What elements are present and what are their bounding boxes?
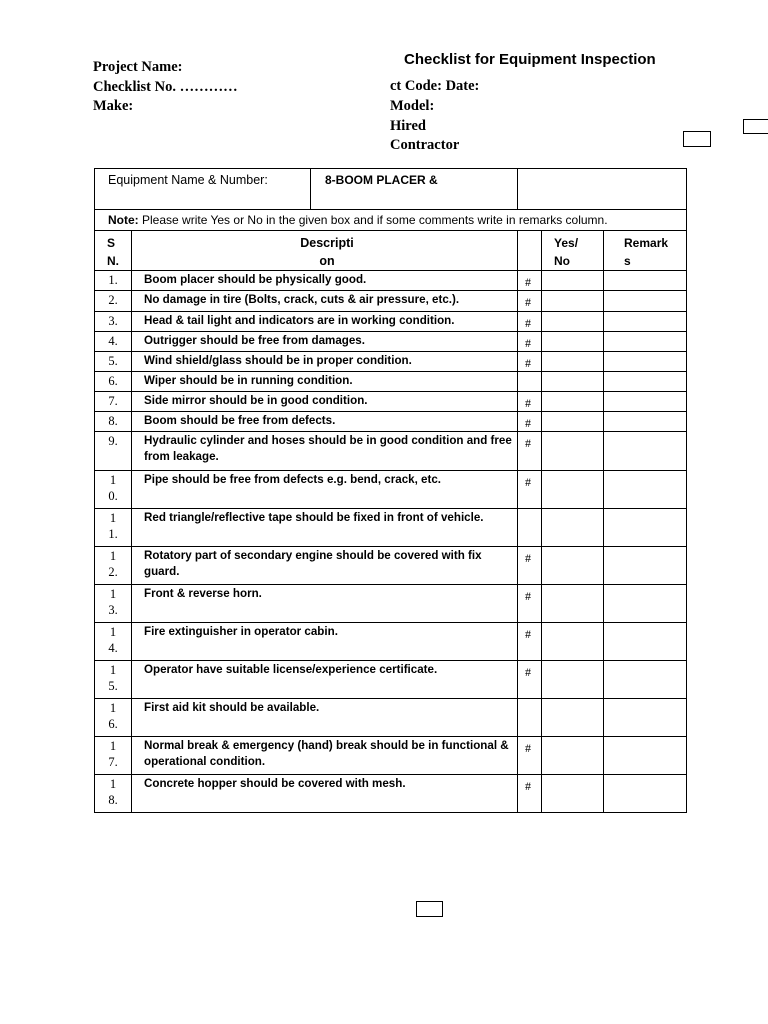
table-row [95, 271, 687, 291]
row-sn: 1 5. [95, 661, 132, 699]
row-remarks-cell[interactable] [604, 392, 687, 412]
table-row [95, 352, 687, 372]
row-mark: # [518, 312, 542, 332]
row-mark: # [518, 271, 542, 291]
row-sn: 1 6. [95, 699, 132, 737]
row-remarks-cell[interactable] [604, 547, 687, 585]
row-mark: # [518, 585, 542, 623]
row-remarks-cell[interactable] [604, 509, 687, 547]
footer-input-box[interactable] [416, 901, 443, 917]
table-row [95, 737, 687, 775]
row-yes-no-cell[interactable] [542, 412, 604, 432]
col-yes-no-header: Yes/ No [542, 231, 604, 271]
row-remarks-cell[interactable] [604, 271, 687, 291]
make-label: Make: [93, 98, 134, 114]
row-description: Normal break & emergency (hand) break should be in functional & operational condition. [132, 737, 518, 775]
row-remarks-cell[interactable] [604, 661, 687, 699]
row-sn: 5. [95, 352, 132, 372]
row-remarks-cell[interactable] [604, 585, 687, 623]
row-sn: 1 0. [95, 471, 132, 509]
row-remarks-cell[interactable] [604, 312, 687, 332]
row-yes-no-cell[interactable] [542, 509, 604, 547]
row-yes-no-cell[interactable] [542, 623, 604, 661]
row-description: Outrigger should be free from damages. [132, 332, 518, 352]
row-remarks-cell[interactable] [604, 471, 687, 509]
col-desc-header: Descripti on [132, 231, 518, 271]
row-mark: # [518, 775, 542, 813]
row-yes-no-cell[interactable] [542, 661, 604, 699]
row-description: Head & tail light and indicators are in working condition. [132, 312, 518, 332]
table-row [95, 432, 687, 471]
table-row [95, 661, 687, 699]
table-row [95, 623, 687, 661]
row-yes-no-cell[interactable] [542, 332, 604, 352]
row-mark: # [518, 661, 542, 699]
row-description: Rotatory part of secondary engine should be covered with fix guard. [132, 547, 518, 585]
row-remarks-cell[interactable] [604, 623, 687, 661]
hired-label: Hired [390, 117, 426, 134]
row-description: Wind shield/glass should be in proper condition. [132, 352, 518, 372]
row-mark [518, 699, 542, 737]
row-yes-no-cell[interactable] [542, 372, 604, 392]
row-description: Boom placer should be physically good. [132, 271, 518, 291]
row-description: Red triangle/reflective tape should be fixed in front of vehicle. [132, 509, 518, 547]
row-mark: # [518, 432, 542, 471]
row-sn: 1 2. [95, 547, 132, 585]
row-sn: 1 8. [95, 775, 132, 813]
row-yes-no-cell[interactable] [542, 699, 604, 737]
table-row [95, 699, 687, 737]
row-yes-no-cell[interactable] [542, 291, 604, 312]
row-sn: 9. [95, 432, 132, 471]
row-mark: # [518, 412, 542, 432]
row-mark: # [518, 623, 542, 661]
table-row [95, 372, 687, 392]
note-row [95, 210, 687, 231]
table-row [95, 312, 687, 332]
equipment-label: Equipment Name & Number: [95, 169, 311, 209]
row-sn: 1 7. [95, 737, 132, 775]
row-mark [518, 372, 542, 392]
equipment-extra-cell [518, 169, 687, 210]
checklist-no-label: Checklist No. ………… [93, 78, 238, 95]
row-remarks-cell[interactable] [604, 432, 687, 471]
header-right [390, 77, 479, 156]
row-description: Hydraulic cylinder and hoses should be in good condition and free from leakage. [132, 432, 518, 471]
row-yes-no-cell[interactable] [542, 432, 604, 471]
row-yes-no-cell[interactable] [542, 271, 604, 291]
equipment-value: 8-BOOM PLACER & [325, 173, 438, 187]
column-header-row [95, 231, 687, 271]
row-mark: # [518, 471, 542, 509]
col-sn-header: S N. [95, 231, 132, 271]
header-input-box[interactable] [683, 131, 711, 147]
table-row [95, 471, 687, 509]
row-description: Operator have suitable license/experience certificate. [132, 661, 518, 699]
row-mark: # [518, 352, 542, 372]
row-sn: 8. [95, 412, 132, 432]
table-row [95, 775, 687, 813]
row-yes-no-cell[interactable] [542, 312, 604, 332]
row-mark: # [518, 332, 542, 352]
contractor-label: Contractor [390, 137, 460, 154]
row-yes-no-cell[interactable] [542, 547, 604, 585]
row-yes-no-cell[interactable] [542, 775, 604, 813]
table-row [95, 291, 687, 312]
row-sn: 3. [95, 312, 132, 332]
table-row [95, 585, 687, 623]
row-mark [518, 509, 542, 547]
row-sn: 4. [95, 332, 132, 352]
row-description: Boom should be free from defects. [132, 412, 518, 432]
row-remarks-cell[interactable] [604, 372, 687, 392]
row-mark: # [518, 547, 542, 585]
header-left [93, 58, 238, 117]
row-yes-no-cell[interactable] [542, 471, 604, 509]
note-label: Note: [108, 213, 139, 227]
row-sn: 7. [95, 392, 132, 412]
row-remarks-cell[interactable] [604, 737, 687, 775]
row-description: Front & reverse horn. [132, 585, 518, 623]
checklist-table [94, 168, 687, 813]
row-description: No damage in tire (Bolts, crack, cuts & air pressure, etc.). [132, 291, 518, 312]
row-remarks-cell[interactable] [604, 775, 687, 813]
row-yes-no-cell[interactable] [542, 392, 604, 412]
table-row [95, 509, 687, 547]
equipment-row [95, 169, 687, 210]
row-description: Wiper should be in running condition. [132, 372, 518, 392]
row-remarks-cell[interactable] [604, 699, 687, 737]
row-sn: 1 4. [95, 623, 132, 661]
row-yes-no-cell[interactable] [542, 585, 604, 623]
row-description: Concrete hopper should be covered with mesh. [132, 775, 518, 813]
row-sn: 1. [95, 271, 132, 291]
row-remarks-cell[interactable] [604, 352, 687, 372]
row-mark: # [518, 392, 542, 412]
row-mark: # [518, 737, 542, 775]
note-text: Please write Yes or No in the given box and if some comments write in remarks column. [138, 213, 608, 227]
col-remarks-header: Remark s [604, 231, 687, 271]
row-yes-no-cell[interactable] [542, 352, 604, 372]
project-name-label: Project Name: [93, 59, 183, 75]
row-mark: # [518, 291, 542, 312]
row-description: Pipe should be free from defects e.g. bend, crack, etc. [132, 471, 518, 509]
model-label: Model: [390, 97, 435, 114]
row-description: Fire extinguisher in operator cabin. [132, 623, 518, 661]
page-title: Checklist for Equipment Inspection [404, 51, 656, 68]
row-yes-no-cell[interactable] [542, 737, 604, 775]
row-description: Side mirror should be in good condition. [132, 392, 518, 412]
table-row [95, 547, 687, 585]
row-sn: 1 1. [95, 509, 132, 547]
row-sn: 6. [95, 372, 132, 392]
row-remarks-cell[interactable] [604, 412, 687, 432]
row-sn: 1 3. [95, 585, 132, 623]
row-description: First aid kit should be available. [132, 699, 518, 737]
row-remarks-cell[interactable] [604, 332, 687, 352]
row-sn: 2. [95, 291, 132, 312]
row-remarks-cell[interactable] [604, 291, 687, 312]
table-row [95, 412, 687, 432]
table-row [95, 332, 687, 352]
header-input-box-edge[interactable] [743, 119, 768, 134]
table-row [95, 392, 687, 412]
code-date-label: ct Code: Date: [390, 78, 480, 94]
